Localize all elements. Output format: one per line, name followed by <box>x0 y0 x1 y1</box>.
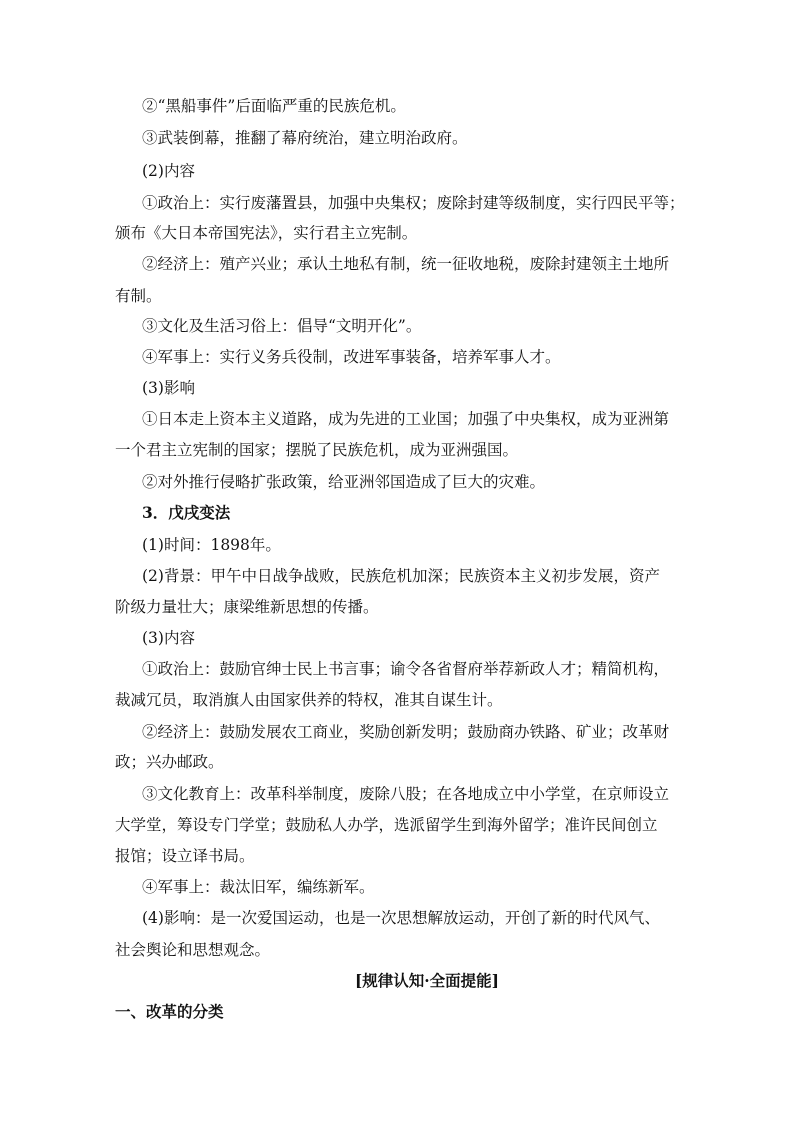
text-line: ①政治上：实行废藩置县，加强中央集权；废除封建等级制度，实行四民平等； <box>142 194 685 212</box>
text-line: (2)背景：甲午中日战争战败，民族危机加深；民族资本主义初步发展，资产 <box>142 567 660 585</box>
text-line: ③文化及生活习俗上：倡导“文明开化”。 <box>142 317 422 335</box>
text-line: (1)时间：1898年。 <box>142 536 281 554</box>
text-line: 颁布《大日本帝国宪法》，实行君主立宪制。 <box>115 224 418 242</box>
section-heading: 3．戊戌变法 <box>142 503 231 522</box>
text-line: 阶级力量壮大；康梁维新思想的传播。 <box>115 598 379 616</box>
text-line: ②经济上：鼓励发展农工商业，奖励创新发明；鼓励商办铁路、矿业；改革财 <box>142 723 670 741</box>
text-line: ④军事上：实行义务兵役制，改进军事装备，培养军事人才。 <box>142 348 561 366</box>
text-line: 一个君主立宪制的国家；摆脱了民族危机，成为亚洲强国。 <box>115 441 519 459</box>
text-line: 报馆；设立译书局。 <box>115 847 255 865</box>
section-heading: 一、改革的分类 <box>115 1002 224 1021</box>
text-line: 大学堂，筹设专门学堂；鼓励私人办学，选派留学生到海外留学；准许民间创立 <box>115 816 658 834</box>
text-line: ①日本走上资本主义道路，成为先进的工业国；加强了中央集权，成为亚洲第 <box>142 410 670 428</box>
text-line: (4)影响：是一次爱国运动，也是一次思想解放运动，开创了新的时代风气、 <box>142 909 660 927</box>
subheading: (2)内容 <box>142 162 195 180</box>
text-line: 政；兴办邮政。 <box>115 753 224 771</box>
text-line: ②“黑船事件”后面临严重的民族危机。 <box>142 97 406 115</box>
text-line: ②对外推行侵略扩张政策，给亚洲邻国造成了巨大的灾难。 <box>142 473 546 491</box>
text-line: ③武装倒幕，推翻了幕府统治，建立明治政府。 <box>142 129 468 147</box>
text-line: ③文化教育上：改革科举制度，废除八股；在各地成立中小学堂，在京师设立 <box>142 785 670 803</box>
text-line: 有制。 <box>115 287 162 305</box>
text-line: ②经济上：殖产兴业；承认土地私有制，统一征收地税，废除封建领主土地所 <box>142 255 670 273</box>
text-line: 社会舆论和思想观念。 <box>115 941 271 959</box>
subheading: (3)影响 <box>142 379 195 397</box>
section-banner: [规律认知·全面提能] <box>354 971 500 990</box>
subheading: (3)内容 <box>142 629 195 647</box>
text-line: ④军事上：裁汰旧军，编练新军。 <box>142 878 375 896</box>
text-line: ①政治上：鼓励官绅士民上书言事；谕令各省督府举荐新政人才；精简机构， <box>142 660 670 678</box>
text-line: 裁减冗员，取消旗人由国家供养的特权，准其自谋生计。 <box>115 691 503 709</box>
